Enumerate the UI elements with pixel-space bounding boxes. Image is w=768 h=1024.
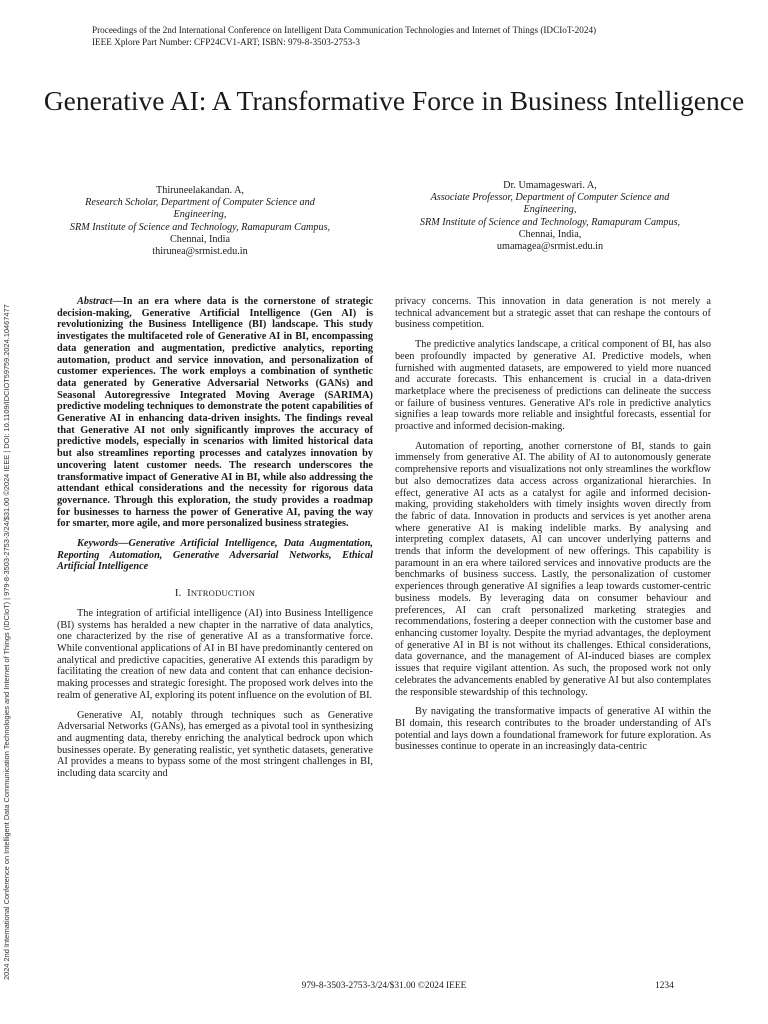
paper-title: Generative AI: A Transformative Force in Business Intelligence — [43, 85, 745, 116]
header-isbn: IEEE Xplore Part Number: CFP24CV1-ART; ISBN: 979-8-3503-2753-3 — [92, 37, 360, 47]
abstract-label: Abstract — [77, 296, 113, 307]
abstract — [57, 296, 373, 530]
author-name: Dr. Umamageswari. A, — [503, 180, 597, 191]
section-heading-introduction: I. INTRODUCTION — [174, 588, 256, 600]
author-affiliation: SRM Institute of Science and Technology, Ramapuram Campus, — [419, 216, 681, 228]
body-paragraph: privacy concerns. This innovation in data generation is not merely a technical advancement but a strategic asset that can reshape the contours of business competition. — [395, 296, 711, 331]
conference-header — [92, 24, 596, 48]
author-city: Chennai, India, — [518, 228, 582, 240]
author-affiliation: SRM Institute of Science and Technology, Ramapuram Campus, — [69, 221, 331, 233]
author-block-1 — [40, 185, 360, 258]
page-number: 1234 — [655, 981, 674, 991]
author-block-2 — [395, 180, 705, 253]
author-name: Thiruneelakandan. A, — [156, 185, 244, 196]
author-affiliation: Engineering, — [523, 204, 577, 216]
keywords-text: —Generative Artificial Intelligence, Data Augmentation, Reporting Automation, Generative Adversarial Networks, Ethical Artificial Intelligence — [57, 538, 373, 573]
author-email: umamagea@srmist.edu.in — [496, 241, 604, 253]
keywords — [57, 538, 373, 573]
author-email: thirunea@srmist.edu.in — [152, 246, 248, 258]
abstract-text: —In an era where data is the cornerstone of strategic decision-making, Generative Artificial Intelligence (Gen AI) is revolutionizing the Business Intelligence (BI) landscape. This study investigates the multifaceted role of Generative AI in BI, encompassing data generation and augmentation, predictive analytics, reporting automation, product and service innovation, and personalization of customer experiences. The work employs a combination of synthetic data generated by Generative Adversarial Networks (GANs) and Seasonal Autoregressive Integrated Moving Average (SARIMA) predictive modeling techniques to demonstrate the potent capabilities of Generative AI in enhancing data-driven insights. The findings reveal that Generative AI not only significantly improves the accuracy of predictive models, especially in scenarios with limited historical data but also streamlines reporting processes and catalyzes innovation by uncovering latent customer needs. The research underscores the transformative impact of Generative AI in BI, while also addressing the attendant ethical considerations and the necessity for rigorous data governance. Through this exploration, the study provides a roadmap for businesses to harness the power of Generative AI, paving the way for smarter, more agile, and more personalized business strategies. — [57, 296, 373, 530]
author-affiliation: Engineering, — [173, 209, 227, 221]
right-column — [395, 296, 711, 761]
body-paragraph: Automation of reporting, another cornerstone of BI, stands to gain immensely from generative AI. The ability of AI to autonomously generate comprehensive reports and visualizations not only streamlines the workflow but also democratizes data access across organizational hierarchies. In effect, generative AI acts as a catalyst for agile and informed decision-making, providing stakeholders with timely insights woven directly from the fabric of data. Innovation in products and services is yet another arena where generative AI is making indelible marks. By analysing and interpreting complex datasets, AI can uncover underlying patterns and trends that inform the development of new offerings. This capability is paramount in an era where tailored services and innovative products are the benchmarks of business success. Lastly, the personalization of customer experiences through generative AI signifies a leap towards customer-centric business models. By leveraging data on consumer behaviour and preferences, AI can craft personalized marketing strategies and recommendations, fostering a deeper connection with the customer base and enhancing customer loyalty. Despite the myriad advantages, the deployment of generative AI in BI is not without its challenges. Ethical considerations, data governance, and the management of AI-induced biases are complex issues that require vigilant attention. As such, the proposed work not only celebrates the advancements enabled by generative AI but also contemplates the responsible stewardship of this technology. — [395, 440, 711, 698]
side-citation-strip: 2024 2nd International Conference on Intelligent Data Communication Technologies and Internet of Things (IDCIoT) | 979-8-3503-2753-3/24/$31.00 ©2024 IEEE | DOI: 10.1109/IDCIOT59759.2024.10467477 — [2, 304, 11, 980]
header-proceedings: Proceedings of the 2nd International Conference on Intelligent Data Communication Technologies and Internet of Things (IDCIoT-2024) — [92, 25, 597, 35]
author-affiliation: Associate Professor, Department of Computer Science and — [430, 192, 670, 204]
body-paragraph: The integration of artificial intelligence (AI) into Business Intelligence (BI) systems has heralded a new chapter in the narrative of data analytics, one characterized by the rise of generative AI as a transformative force. While conventional applications of AI in BI have predominantly centered on analytical and predictive capacities, generative AI extends this paradigm by facilitating the creation of new data and content that can enhance decision-making processes and strategic foresight. The proposed work delves into the realm of generative AI, exploring its potent influence on the evolution of BI. — [57, 607, 373, 701]
author-affiliation: Research Scholar, Department of Computer Science and — [85, 197, 315, 209]
keywords-label: Keywords — [77, 538, 119, 550]
body-paragraph: By navigating the transformative impacts of generative AI within the BI domain, this research contributes to the broader understanding of AI's potential and lays down a foundational framework for future exploration. As businesses continue to operate in an increasingly data-centric — [395, 706, 711, 753]
body-paragraph: Generative AI, notably through techniques such as Generative Adversarial Networks (GANs), has emerged as a pivotal tool in synthesizing and augmenting data, thereby enriching the analytical bedrock upon which businesses operate. By generating realistic, yet synthetic datasets, generative AI provides a means to bypass some of the most stringent challenges in BI, including data scarcity and — [57, 709, 373, 780]
copyright-footer: 979-8-3503-2753-3/24/$31.00 ©2024 IEEE — [301, 981, 467, 991]
author-city: Chennai, India — [170, 233, 230, 245]
body-paragraph: The predictive analytics landscape, a critical component of BI, has also been profoundly impacted by generative AI. Predictive models, when furnished with augmented datasets, are empowered to yield more nuanced and accurate forecasts. This enhancement is crucial in a data-driven marketplace where the preciseness of predictions can delineate the success or failure of business ventures. Generative AI's role in predictive analytics signifies a leap towards more reliable and insightful forecasts, essential for proactive and informed decision-making. — [395, 339, 711, 433]
left-column — [57, 296, 373, 788]
